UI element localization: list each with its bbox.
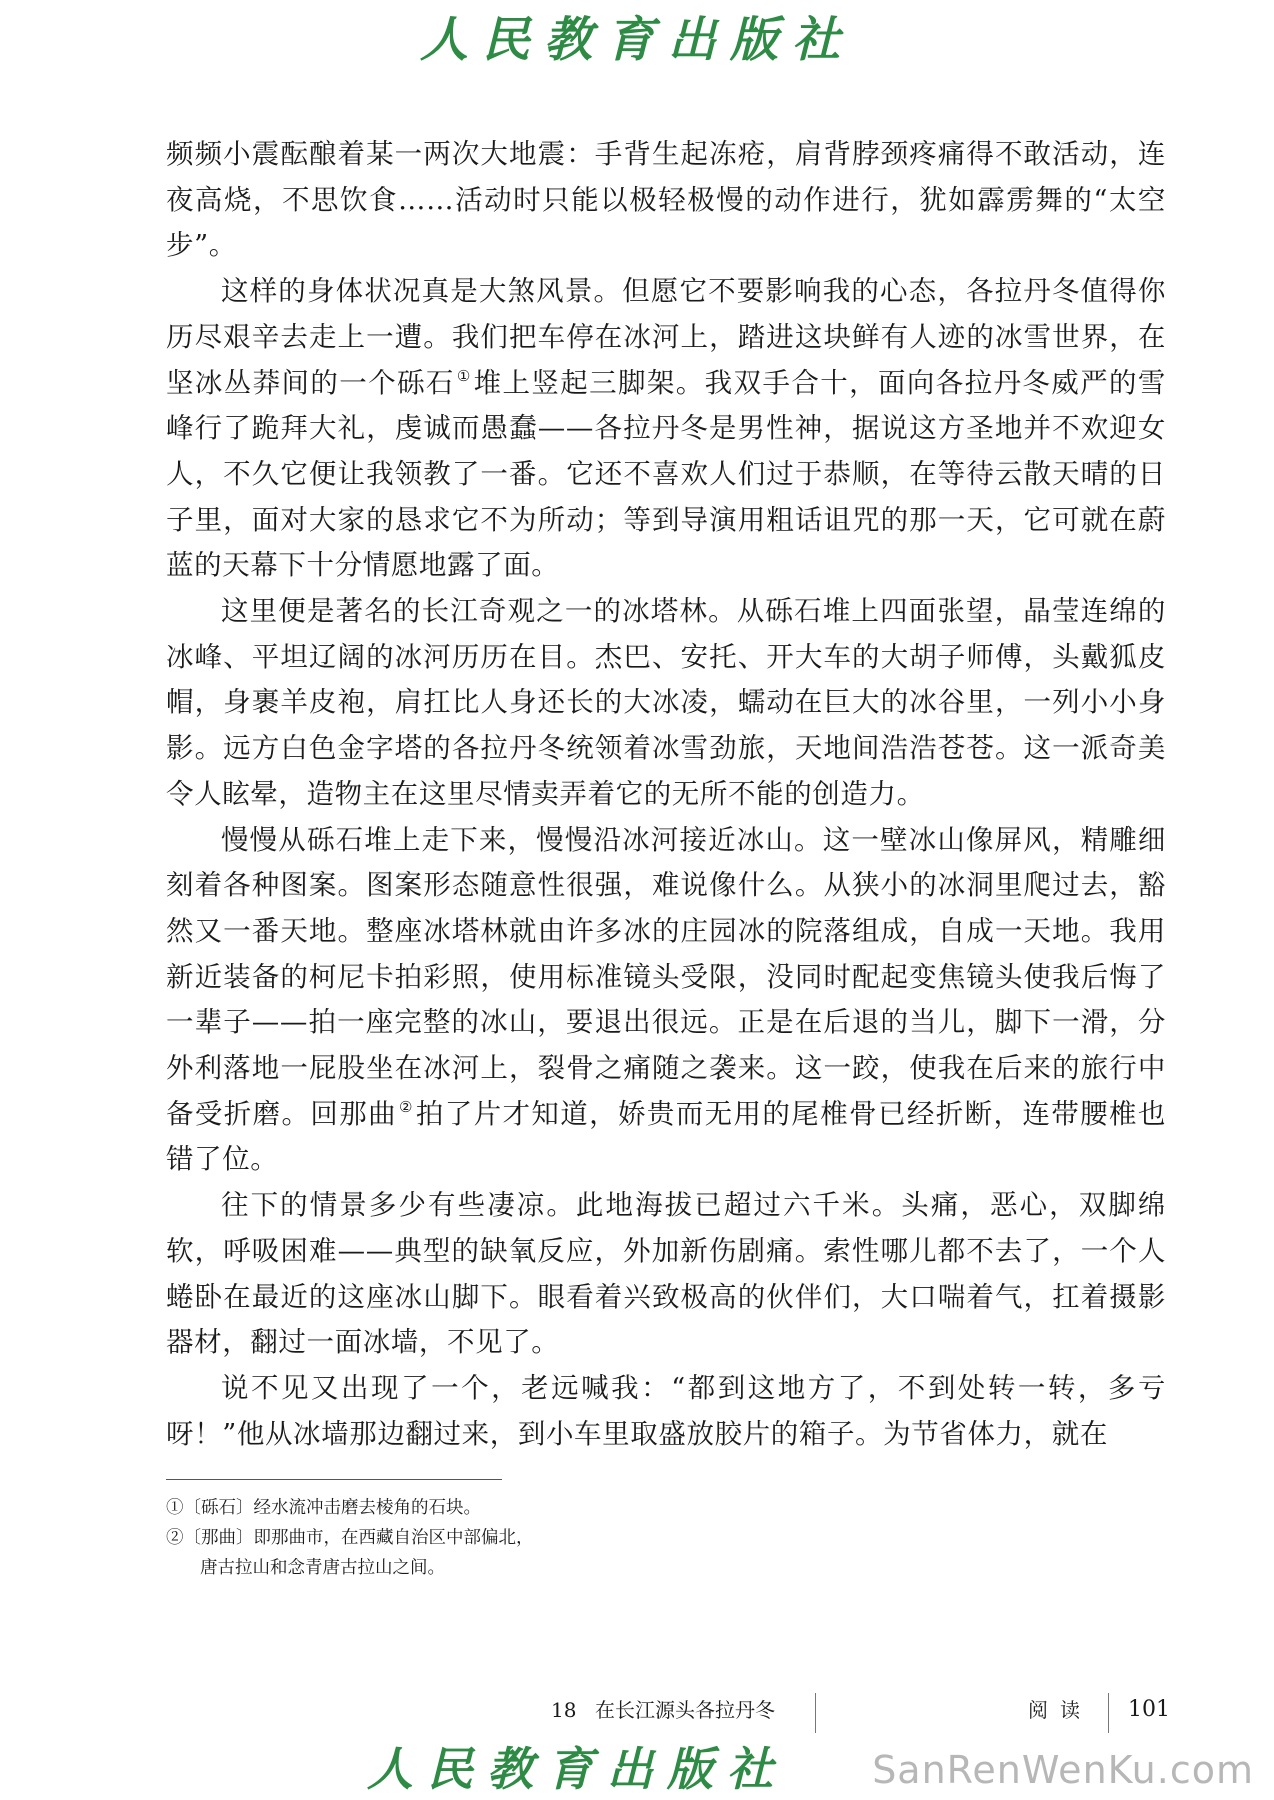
- footnotes: [166, 1493, 766, 1583]
- paragraph: [166, 818, 1166, 1184]
- footnote-text: 〔那曲〕即那曲市，在西藏自治区中部偏北，: [183, 1528, 534, 1548]
- article-body: [166, 132, 1166, 1457]
- footnote-text: 〔砾石〕经水流冲击磨去棱角的石块。: [183, 1498, 481, 1518]
- paragraph-text: 这里便是著名的长江奇观之一的冰塔林。从砾石堆上四面张望，晶莹连绵的冰峰、平坦辽阔的冰河历历在目。杰巴、安托、开大车的大胡子师傅，头戴狐皮帽，身裹羊皮袍，肩扛比人身还长的大冰凌，蠕动在巨大的冰谷里，一列小小身影。远方白色金字塔的各拉丹冬统领着冰雪劲旅，天地间浩浩苍苍。这一派奇美令人眩晕，造物主在这里尽情卖弄着它的无所不能的创造力。: [166, 595, 1166, 810]
- footnote-mark: ②: [166, 1528, 184, 1548]
- paragraph-text: 说不见又出现了一个，老远喊我：“都到这地方了，不到处转一转，多亏呀！”他从冰墙那边翻过来，到小车里取盛放胶片的箱子。为节省体力，就在: [166, 1371, 1166, 1450]
- paragraph-text: 拍了片才知道，娇贵而无用的尾椎骨已经折断，连带腰椎也错了位。: [166, 1097, 1166, 1176]
- section-label: 阅读: [1028, 1698, 1092, 1722]
- footnote-ref-1[interactable]: ①: [456, 366, 472, 385]
- paragraph-text: 频频小震酝酿着某一两次大地震：手背生起冻疮，肩背脖颈疼痛得不敢活动，连夜高烧，不思饮食……活动时只能以极轻极慢的动作进行，犹如霹雳舞的“太空步”。: [166, 138, 1166, 262]
- publisher-logo-bottom: 人民教育出版社: [367, 1742, 787, 1796]
- site-watermark: SanRenWenKu.com: [872, 1748, 1254, 1792]
- paragraph: [166, 269, 1166, 589]
- paragraph-text: 慢慢从砾石堆上走下来，慢慢沿冰河接近冰山。这一壁冰山像屏风，精雕细刻着各种图案。图案形态随意性很强，难说像什么。从狭小的冰洞里爬过去，豁然又一番天地。整座冰塔林就由许多冰的庄园冰的院落组成，自成一天地。我用新近装备的柯尼卡拍彩照，使用标准镜头受限，没同时配起变焦镜头使我后悔了一辈子——拍一座完整的冰山，要退出很远。正是在后退的当儿，脚下一滑，分外利落地一屁股坐在冰河上，裂骨之痛随之袭来。这一跤，使我在后来的旅行中备受折磨。回那曲: [166, 823, 1166, 1130]
- footnote-mark: ①: [166, 1498, 184, 1518]
- footnote-item: [166, 1523, 766, 1553]
- paragraph-text: 这样的身体状况真是大煞风景。但愿它不要影响我的心态，各拉丹冬值得你历尽艰辛去走上一遭。我们把车停在冰河上，踏进这块鲜有人迹的冰雪世界，在坚冰丛莽间的一个砾石: [166, 275, 1166, 399]
- footnote-item: [166, 1493, 766, 1523]
- paragraph: [166, 1366, 1166, 1457]
- paragraph: [166, 1183, 1166, 1366]
- paragraph: [166, 132, 1166, 269]
- paragraph-text: 往下的情景多少有些凄凉。此地海拔已超过六千米。头痛，恶心，双脚绵软，呼吸困难——典型的缺氧反应，外加新伤剧痛。索性哪儿都不去了，一个人蜷卧在最近的这座冰山脚下。眼看着兴致极高的伙伴们，大口喘着气，扛着摄影器材，翻过一面冰墙，不见了。: [166, 1189, 1166, 1359]
- paragraph-text: 堆上竖起三脚架。我双手合十，面向各拉丹冬威严的雪峰行了跪拜大礼，虔诚而愚蠢——各拉丹冬是男性神，据说这方圣地并不欢迎女人，不久它便让我领教了一番。它还不喜欢人们过于恭顺，在等待云散天晴的日子里，面对大家的恳求它不为所动；等到导演用粗话诅咒的那一天，它可就在蔚蓝的天幕下十分情愿地露了面。: [166, 366, 1166, 582]
- chapter-number: 18: [551, 1698, 577, 1722]
- footnote-ref-2[interactable]: ②: [399, 1097, 414, 1116]
- page-number: 101: [1128, 1697, 1170, 1722]
- publisher-logo-top: 人民教育出版社: [419, 12, 854, 68]
- chapter-title: 在长江源头各拉丹冬: [595, 1698, 775, 1722]
- footer-divider: [1108, 1693, 1109, 1733]
- footnote-continuation: 唐古拉山和念青唐古拉山之间。: [200, 1558, 445, 1578]
- paragraph: [166, 589, 1166, 818]
- footnote-divider: [166, 1479, 502, 1480]
- footer-divider: [815, 1693, 816, 1733]
